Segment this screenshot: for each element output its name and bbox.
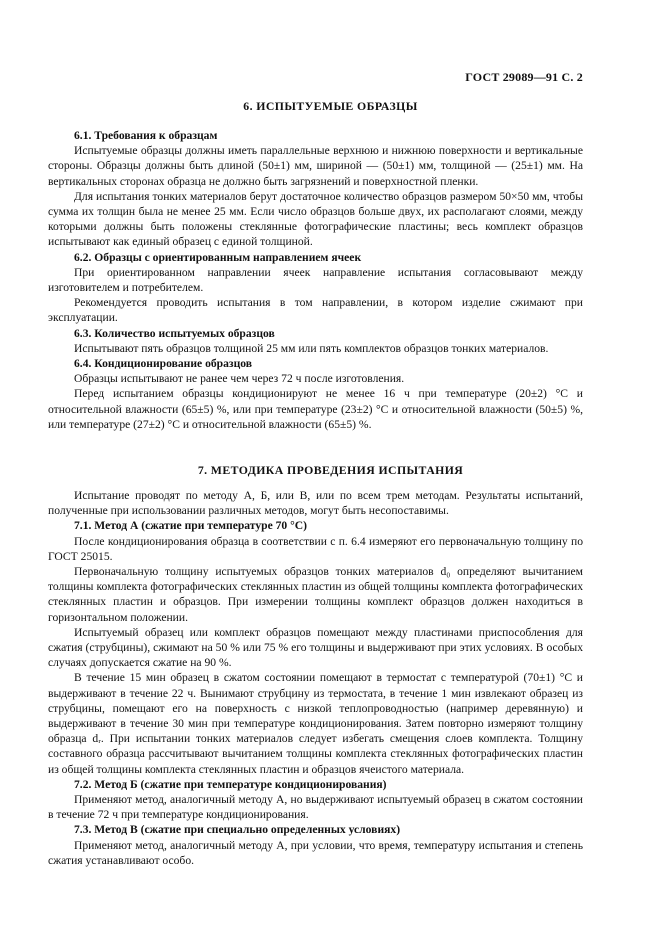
paragraph: Образцы испытывают не ранее чем через 72 ч после изготовления.: [74, 372, 405, 386]
paragraph: Применяют метод, аналогичный методу А, при условии, что время, температуру испытания и степень сжатия устанавливают особо.: [48, 838, 583, 867]
paragraph: После кондиционирования образца в соответствии с п. 6.4 измеряют его первоначальную толщину по ГОСТ 25015.: [48, 534, 583, 563]
subsection-heading: 7.3. Метод В (сжатие при специально определенных условиях): [74, 823, 401, 837]
subsection-heading: 7.2. Метод Б (сжатие при температуре кондиционирования): [74, 777, 387, 791]
section-6-title: 6. ИСПЫТУЕМЫЕ ОБРАЗЦЫ: [243, 99, 418, 113]
paragraph: Для испытания тонких материалов берут достаточное количество образцов размером 50×50 мм, чтобы сумма их толщин была не менее 25 мм. Если число образцов больше двух, их располагают слоями, между которыми должны быть положены стеклянные фотографические пластины; весь комплект образцов испытывают как единый образец с единой толщиной.: [48, 189, 583, 249]
paragraph: Перед испытанием образцы кондиционируют не менее 16 ч при температуре (20±2) °С и относительной влажности (65±5) %, или при температуре (23±2) °С и относительной влажности (50±5) %, или температуре (27±2) °С и относительной влажности (65±5) %.: [48, 387, 583, 431]
page-header: ГОСТ 29089—91 С. 2: [465, 70, 583, 84]
section-7-title: 7. МЕТОДИКА ПРОВЕДЕНИЯ ИСПЫТАНИЯ: [197, 463, 464, 477]
subsection-heading: 7.1. Метод А (сжатие при температуре 70 °С): [74, 519, 308, 533]
section-6-body: [48, 128, 583, 432]
paragraph: Рекомендуется проводить испытания в том направлении, в котором изделие сжимают при эксплуатации.: [48, 296, 583, 325]
paragraph: Испытывают пять образцов толщиной 25 мм или пять комплектов образцов тонких материалов.: [74, 341, 549, 355]
subsection-heading: 6.3. Количество испытуемых образцов: [74, 326, 275, 340]
paragraph: Испытуемый образец или комплект образцов помещают между пластинами приспособления для сжатия (струбцины), сжимают на 50 % или 75 % его толщины и выдерживают при этих условиях. В особых случаях допускается сжатие на 90 %.: [48, 625, 583, 670]
subsection-heading: 6.4. Кондиционирование образцов: [74, 357, 253, 371]
paragraph: Применяют метод, аналогичный методу А, но выдерживают испытуемый образец в сжатом состоянии в течение 72 ч при температуре кондиционирования.: [48, 793, 583, 822]
paragraph: Первоначальную толщину испытуемых образцов тонких материалов d₀ определяют вычитанием толщины комплекта фотографических стеклянных пластин из общей толщины комплекта фотографических стеклянных пластин и образцов. При измерении толщины комплект образцов должен находиться в горизонтальном положении.: [48, 565, 583, 624]
section-7-body: [48, 488, 583, 868]
subsection-heading: 6.2. Образцы с ориентированным направлением ячеек: [74, 250, 362, 264]
paragraph: Испытание проводят по методу А, Б, или В, или по всем трем методам. Результаты испытаний, полученные при использовании различных методов, могут быть несопоставимы.: [48, 489, 583, 518]
paragraph: Испытуемые образцы должны иметь параллельные верхнюю и нижнюю поверхности и вертикальные стороны. Образцы должны быть длиной (50±1) мм, шириной — (50±1) мм, толщиной — (25±1) мм. На вертикальных сторонах образца не должно быть загрязнений и поверхностной пленки.: [48, 144, 583, 188]
paragraph: При ориентированном направлении ячеек направление испытания согласовывают между изготовителем и потребителем.: [48, 265, 583, 295]
paragraph: В течение 15 мин образец в сжатом состоянии помещают в термостат с температурой (70±1) °С и выдерживают в течение 22 ч. Вынимают струбцину из термостата, в течение 1 мин извлекают образец из струбцины, помещают его на поверхность с низкой теплопроводностью (например деревянную) и выдерживают в течение 30 мин при температуре кондиционирования. Затем повторно измеряют толщину образца dᵣ. При испытании тонких материалов следует избегать смещения слоев комплекта. Толщину составного образца рассчитывают вычитанием толщины комплекта стеклянных фотографических пластин из общей толщины комплекта стеклянных пластин и образцов ячеистого материала.: [48, 671, 583, 776]
subsection-heading: 6.1. Требования к образцам: [74, 129, 218, 142]
